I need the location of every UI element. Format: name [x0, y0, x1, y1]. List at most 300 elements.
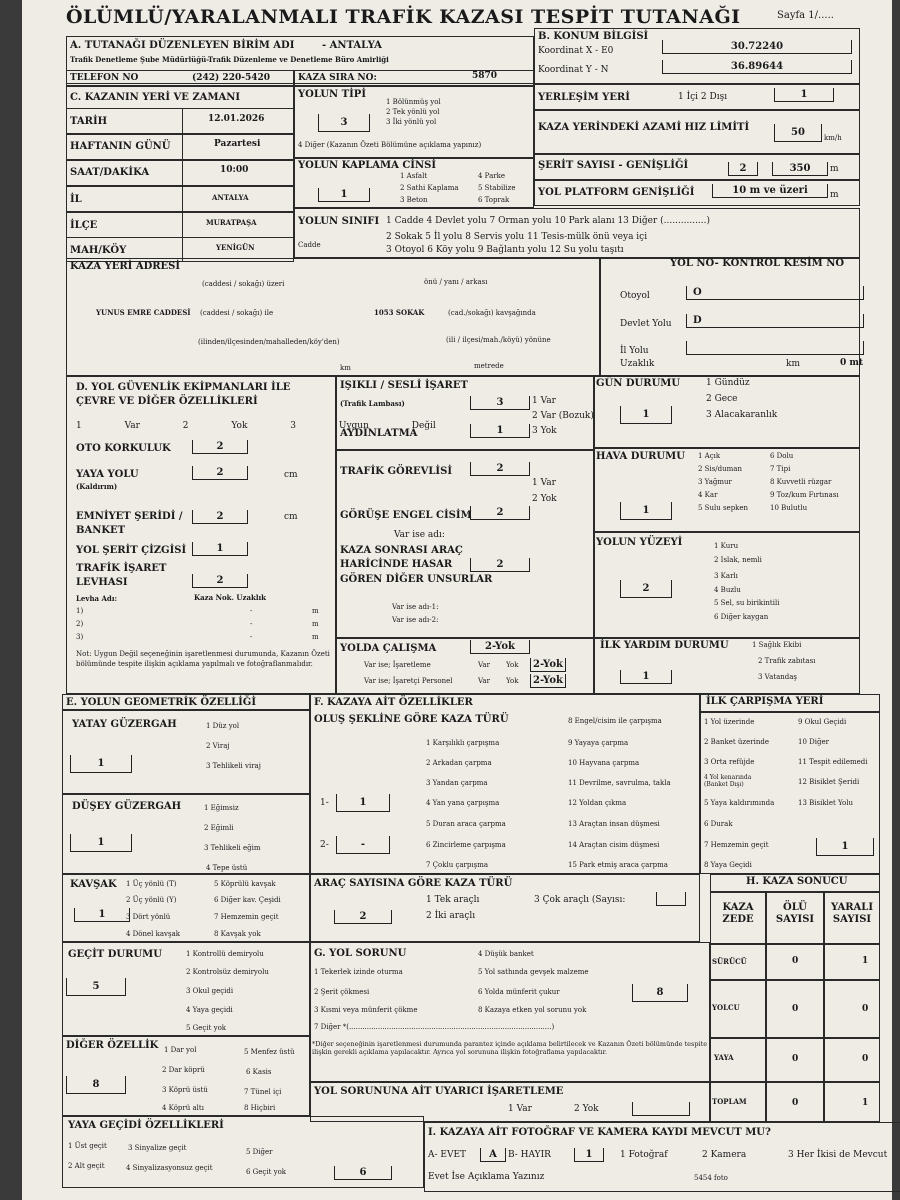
phone-value: (242) 220-5420	[192, 73, 271, 83]
result-driver-injured-cell	[824, 944, 880, 980]
unit-name: Trafik Denetleme Şube Müdürlüğü-Trafik Düzenleme ve Denetleme Büro Amirliği	[70, 55, 389, 64]
aid-label: İLK YARDIM DURUMU	[600, 640, 729, 651]
crash-opt-12: 12 Yoldan çıkma	[568, 799, 627, 807]
first-impact-opt-13: 13 Bisiklet Yolu	[798, 799, 853, 807]
pave-opt-4: 4 Parke	[478, 172, 505, 180]
coord-y-value[interactable]: 36.89644	[662, 60, 852, 74]
il-value: ANTALYA	[212, 193, 249, 202]
ped-crossing-value[interactable]: 6	[334, 1166, 392, 1180]
c-divider	[182, 108, 183, 262]
light-opt-3: 3 Yok	[532, 426, 557, 436]
horizontal-value[interactable]: 1	[70, 755, 132, 773]
pave-value[interactable]: 1	[318, 188, 370, 202]
il-yolu-value[interactable]	[686, 341, 864, 355]
result-total-dead: 0	[792, 1098, 799, 1108]
surface-opt-1: 1 Kuru	[714, 542, 739, 550]
address-street-2: 1053 SOKAK	[374, 308, 425, 317]
pave-opt-3: 3 Beton	[400, 196, 428, 204]
vehicle-count-label: ARAÇ SAYISINA GÖRE KAZA TÜRÜ	[314, 878, 513, 889]
light-value[interactable]: 3	[470, 396, 530, 410]
ped-crossing-opt-3: 3 Sinyalize geçit	[128, 1144, 187, 1152]
result-pedestrian-dead: 0	[792, 1054, 799, 1064]
weather-opt-1: 1 Açık	[698, 452, 721, 460]
pave-opt-2: 2 Sathi Kaplama	[400, 184, 459, 192]
form-title: ÖLÜMLÜ/YARALANMALI TRAFİK KAZASI TESPİT TUTANAĞI	[66, 6, 741, 28]
sidewalk-label: YAYA YOLU	[76, 469, 139, 480]
coord-x-label: Koordinat X - E0	[538, 46, 614, 56]
horizontal-opt-2: 2 Viraj	[206, 742, 230, 750]
shoulder-label-2: BANKET	[76, 525, 126, 536]
vertical-opt-4: 4 Tepe üstü	[206, 864, 248, 872]
junction-opt-1: 1 Üç yönlü (T)	[126, 880, 177, 888]
crash-opt-2: 2 Arkadan çarpma	[426, 759, 492, 767]
weather-opt-7: 7 Tipi	[770, 465, 791, 473]
first-impact-opt-10: 10 Diğer	[798, 738, 829, 746]
section-f-label: F. KAZAYA AİT ÖZELLİKLER	[314, 697, 473, 708]
horizontal-label: YATAY GÜZERGAH	[72, 719, 177, 730]
address-field-6: (ili / ilçesi/mah./köyü) yönüne	[446, 336, 551, 344]
weather-opt-2: 2 Sis/duman	[698, 465, 742, 473]
ped-crossing-opt-5: 5 Diğer	[246, 1148, 273, 1156]
sign-row-1: 1)	[76, 607, 84, 615]
crash-opt-15: 15 Park etmiş araca çarpma	[568, 861, 668, 869]
officer-value[interactable]: 2	[470, 462, 530, 476]
devlet-label: Devlet Yolu	[620, 319, 672, 329]
road-class-line-2: 2 Sokak 5 İl yolu 8 Servis yolu 11 Tesis-mülk önü veya içi	[386, 232, 648, 242]
surface-opt-3: 3 Karlı	[714, 572, 738, 580]
work-sign-value[interactable]: 2-Yok	[530, 658, 566, 672]
result-pedestrian-injured-cell	[824, 1038, 880, 1082]
il-label: İL	[70, 194, 82, 205]
aid-value[interactable]: 1	[620, 670, 672, 684]
crash-type-2-label: 2-	[320, 840, 329, 850]
result-passenger-label: YOLCU	[712, 1003, 740, 1012]
junction-opt-2: 2 Üç yönlü (Y)	[126, 896, 177, 904]
crossing-opt-3: 3 Okul geçidi	[186, 987, 234, 995]
phone-label: TELEFON NO	[70, 73, 139, 83]
unit-city: - ANTALYA	[322, 40, 382, 51]
media-yes-label: A- EVET	[428, 1150, 467, 1160]
ilce-label: İLÇE	[70, 220, 98, 231]
first-impact-opt-2: 2 Banket üzerinde	[704, 738, 769, 746]
pave-opt-1: 1 Asfalt	[400, 172, 428, 180]
address-field-4: (cad./sokağı) kavşağında	[448, 309, 536, 317]
mah-value: YENİGÜN	[216, 243, 255, 252]
result-total-injured-cell	[824, 1082, 880, 1122]
media-no-value[interactable]: 1	[574, 1148, 604, 1162]
platform-label: YOL PLATFORM GENİŞLİĞİ	[538, 187, 695, 198]
address-label: KAZA YERİ ADRESİ	[70, 261, 181, 272]
platform-unit: m	[830, 190, 839, 200]
work-person-yok: Yok	[506, 677, 519, 685]
crossing-value[interactable]: 5	[66, 978, 126, 996]
junction-opt-7: 7 Hemzemin geçit	[214, 913, 279, 921]
road-type-opt-4: 4 Diğer (Kazanın Özeti Bölümüne açıklama yapınız)	[298, 141, 482, 149]
road-problem-note: *Diğer seçeneğinin işaretlenmesi durumunda parantez içinde açıklama belirtilecek ve Kazanın Özeti bölümünde tespite ilişkin gerekli açıklama yapılacaktır. Ayrıca yol sorununa ilişkin fotoğraflama yapılacaktır.	[312, 1040, 708, 1057]
damage-label-2: HARİCİNDE HASAR	[340, 559, 453, 570]
first-impact-opt-12: 12 Bisiklet Şeridi	[798, 778, 860, 786]
work-person-value[interactable]: 2-Yok	[530, 674, 566, 688]
weather-opt-4: 4 Kar	[698, 491, 718, 499]
warning-label: YOL SORUNUNA AİT UYARICI İŞARETLEME	[314, 1086, 564, 1097]
damage-name-1: Var ise adı-1:	[392, 603, 439, 611]
address-field-5: (ilinden/ilçesinden/mahalleden/köy'den)	[198, 338, 340, 346]
crash-opt-9: 9 Yayaya çarpma	[568, 739, 629, 747]
result-passenger-injured-cell	[824, 980, 880, 1038]
weather-opt-9: 9 Toz/kum Fırtınası	[770, 491, 839, 499]
crossing-opt-5: 5 Geçit yok	[186, 1024, 227, 1032]
crash-opt-13: 13 Araçtan insan düşmesi	[568, 820, 660, 828]
sign-distance-label: Kaza Nok. Uzaklık	[194, 593, 266, 602]
other-feature-opt-1: 1 Dar yol	[164, 1046, 197, 1054]
time-label: SAAT/DAKİKA	[70, 167, 150, 178]
il-row	[66, 186, 294, 212]
media-explanation-label: Evet İse Açıklama Yazınız	[428, 1172, 545, 1182]
officer-opt-1: 1 Var	[532, 478, 556, 488]
result-label: H. KAZA SONUCU	[746, 876, 848, 887]
sidewalk-unit: cm	[284, 470, 298, 480]
obstruction-value[interactable]: 2	[470, 506, 530, 520]
address-street: YUNUS EMRE CADDESİ	[96, 308, 191, 317]
section-i-label: I. KAZAYA AİT FOTOĞRAF VE KAMERA KAYDI MEVCUT MU?	[428, 1127, 771, 1138]
speed-label: KAZA YERİNDEKİ AZAMİ HIZ LİMİTİ	[538, 122, 750, 133]
road-type-label: YOLUN TİPİ	[298, 89, 366, 100]
first-impact-opt-9: 9 Okul Geçidi	[798, 718, 847, 726]
first-impact-opt-6: 6 Durak	[704, 820, 733, 828]
sign-row-2: 2)	[76, 620, 84, 628]
speed-unit: km/h	[824, 134, 842, 142]
ped-crossing-opt-6: 6 Geçit yok	[246, 1168, 287, 1176]
officer-opt-2: 2 Yok	[532, 494, 557, 504]
junction-opt-4: 4 Dönel kavşak	[126, 930, 180, 938]
aid-opt-3: 3 Vatandaş	[758, 673, 798, 681]
sidewalk-value[interactable]: 2	[192, 466, 248, 480]
light-label: IŞIKLI / SESLİ İŞARET	[340, 380, 468, 391]
shoulder-label: EMNİYET ŞERİDİ /	[76, 511, 183, 522]
lanes-label: ŞERİT SAYISI - GENİŞLİĞİ	[538, 160, 689, 171]
road-problem-opt-8: 8 Kazaya etken yol sorunu yok	[478, 1006, 587, 1014]
vertical-value[interactable]: 1	[70, 834, 132, 852]
otoyol-value[interactable]: O	[686, 286, 864, 300]
platform-value[interactable]: 10 m ve üzeri	[712, 184, 828, 198]
other-feature-opt-4: 4 Köprü altı	[162, 1104, 204, 1112]
damage-label-3: GÖREN DİĞER UNSURLAR	[340, 574, 493, 585]
surface-label: YOLUN YÜZEYİ	[596, 537, 683, 548]
other-feature-opt-3: 3 Köprü üstü	[162, 1086, 208, 1094]
sign-row-3-unit: m	[312, 633, 319, 641]
result-total-label: TOPLAM	[712, 1097, 747, 1106]
section-d-label-2: ÇEVRE VE DİĞER ÖZELLİKLERİ	[76, 396, 258, 407]
guardrail-value[interactable]: 2	[192, 440, 248, 454]
address-field-1: (caddesi / sokağı) üzeri	[202, 280, 285, 288]
daylight-opt-2: 2 Gece	[706, 394, 738, 404]
crash-opt-11: 11 Devrilme, savrulma, takla	[568, 779, 671, 787]
first-impact-label: İLK ÇARPIŞMA YERİ	[706, 696, 824, 707]
settlement-value[interactable]: 1	[774, 88, 834, 102]
other-feature-opt-5: 5 Menfez üstü	[244, 1048, 295, 1056]
crash-opt-4: 4 Yan yana çarpışma	[426, 799, 500, 807]
lighting-value[interactable]: 1	[470, 424, 530, 438]
guardrail-label: OTO KORKULUK	[76, 443, 171, 454]
crash-opt-3: 3 Yandan çarpma	[426, 779, 488, 787]
lanes-count[interactable]: 2	[728, 162, 758, 176]
road-problem-opt-6: 6 Yolda münferit çukur	[478, 988, 560, 996]
road-class-value: Cadde	[298, 241, 321, 249]
section-d-options: 1 Var 2 Yok 3 Uygun Değil	[76, 421, 436, 431]
section-d-label-1: D. YOL GÜVENLİK EKİPMANLARI İLE	[76, 382, 291, 393]
result-passenger-dead: 0	[792, 1004, 799, 1014]
lane-line-value[interactable]: 1	[192, 542, 248, 556]
lanes-unit: m	[830, 164, 839, 174]
road-problem-opt-1: 1 Tekerlek izinde oturma	[314, 968, 403, 976]
road-problem-opt-7: 7 Diğer *(...........................................................................................)	[314, 1023, 555, 1031]
horizontal-opt-1: 1 Düz yol	[206, 722, 240, 730]
crash-opt-1: 1 Karşılıklı çarpışma	[426, 739, 500, 747]
junction-opt-5: 5 Köprülü kavşak	[214, 880, 276, 888]
section-c-label: C. KAZANIN YERİ VE ZAMANI	[70, 92, 241, 103]
weather-opt-3: 3 Yağmur	[698, 478, 732, 486]
weather-opt-5: 5 Sulu sepken	[698, 504, 749, 512]
weather-opt-8: 8 Kuvvetli rüzgar	[770, 478, 832, 486]
lighting-label: AYDINLATMA	[340, 428, 418, 439]
media-opt-1: 1 Fotoğraf	[620, 1150, 668, 1160]
distance-label: Uzaklık	[620, 359, 655, 369]
result-pedestrian-label: YAYA	[714, 1053, 734, 1062]
road-class-line-1: 1 Cadde 4 Devlet yolu 7 Orman yolu 10 Park alanı 13 Diğer (...............)	[386, 216, 711, 226]
first-impact-opt-11: 11 Tespit edilemedi	[798, 758, 868, 766]
road-problem-value[interactable]: 8	[632, 984, 688, 1002]
pave-opt-6: 6 Toprak	[478, 196, 510, 204]
section-f-sub: OLUŞ ŞEKLİNE GÖRE KAZA TÜRÜ	[314, 714, 509, 725]
junction-value[interactable]: 1	[74, 908, 130, 922]
vertical-opt-3: 3 Tehlikeli eğim	[204, 844, 261, 852]
warning-value[interactable]	[632, 1102, 690, 1116]
media-explanation-value: 5454 foto	[694, 1174, 728, 1182]
work-value[interactable]: 2-Yok	[470, 640, 530, 654]
vertical-label: DÜŞEY GÜZERGAH	[72, 801, 182, 812]
aid-opt-1: 1 Sağlık Ekibi	[752, 641, 802, 649]
crash-opt-5: 5 Duran araca çarpma	[426, 820, 506, 828]
vehicle-opt-3: 3 Çok araçlı (Sayısı:	[534, 895, 626, 905]
coord-x-value[interactable]: 30.72240	[662, 40, 852, 54]
address-field-2: önü / yanı / arkası	[424, 278, 488, 286]
warning-opt-1: 1 Var	[508, 1104, 532, 1114]
first-impact-opt-1: 1 Yol üzerinde	[704, 718, 755, 726]
sign-row-1-unit: m	[312, 607, 319, 615]
ped-crossing-opt-2: 2 Alt geçit	[68, 1162, 105, 1170]
result-total-injured: 1	[862, 1098, 869, 1108]
page-number: Sayfa 1/.....	[777, 10, 834, 21]
weather-opt-10: 10 Bulutlu	[770, 504, 808, 512]
other-feature-opt-8: 8 Hiçbiri	[244, 1104, 276, 1112]
crossing-opt-2: 2 Kontrolsüz demiryolu	[186, 968, 269, 976]
crash-type-1-value[interactable]: 1	[336, 794, 390, 812]
other-feature-opt-6: 6 Kasis	[246, 1068, 272, 1076]
other-feature-value[interactable]: 8	[66, 1076, 126, 1094]
vertical-opt-1: 1 Eğimsiz	[204, 804, 239, 812]
media-yes-value[interactable]: A	[480, 1148, 506, 1162]
road-problem-opt-4: 4 Düşük banket	[478, 950, 534, 958]
surface-opt-2: 2 Islak, nemli	[714, 556, 762, 564]
officer-label: TRAFİK GÖREVLİSİ	[340, 466, 453, 477]
vehicle-opt-2: 2 İki araçlı	[426, 911, 476, 921]
crossing-label: GEÇİT DURUMU	[68, 949, 162, 960]
daylight-value[interactable]: 1	[620, 406, 672, 424]
road-problem-opt-2: 2 Şerit çökmesi	[314, 988, 370, 996]
crash-type-1-label: 1-	[320, 798, 329, 808]
result-col-victim-label: KAZA ZEDE	[722, 902, 754, 925]
damage-value[interactable]: 2	[470, 558, 530, 572]
road-no-label: YOL NO- KONTROL KESİM NO	[670, 258, 845, 269]
junction-label: KAVŞAK	[70, 879, 117, 890]
junction-opt-6: 6 Diğer kav. Çeşidi	[214, 896, 281, 904]
vehicle-opt-1: 1 Tek araçlı	[426, 895, 480, 905]
sign-name-label: Levha Adı:	[76, 594, 118, 603]
obstruction-name: Var ise adı:	[394, 530, 445, 540]
address-km: km	[340, 364, 351, 372]
section-a-label: A. TUTANAĞI DÜZENLEYEN BİRİM ADI	[70, 40, 295, 51]
ilce-row	[66, 212, 294, 238]
light-sub: (Trafik Lambası)	[340, 399, 405, 408]
result-col-dead-label: ÖLÜ SAYISI	[775, 902, 815, 925]
weather-value[interactable]: 1	[620, 502, 672, 520]
pave-label: YOLUN KAPLAMA CİNSİ	[298, 160, 437, 171]
distance-km: km	[786, 359, 800, 369]
surface-value[interactable]: 2	[620, 580, 672, 598]
result-col-injured-label: YARALI SAYISI	[830, 902, 874, 925]
time-value: 10:00	[220, 165, 249, 175]
speed-value[interactable]: 50	[774, 124, 822, 142]
first-impact-opt-5: 5 Yaya kaldırımında	[704, 799, 775, 807]
crash-opt-7: 7 Çoklu çarpışma	[426, 861, 489, 869]
ped-crossing-label: YAYA GEÇİDİ ÖZELLİKLERİ	[68, 1120, 224, 1131]
vehicle-count-value[interactable]: 2	[334, 910, 392, 924]
work-label: YOLDA ÇALIŞMA	[340, 643, 437, 654]
damage-name-2: Var ise adı-2:	[392, 616, 439, 624]
date-label: TARİH	[70, 116, 108, 127]
seq-value: 5870	[472, 71, 498, 81]
daylight-label: GÜN DURUMU	[596, 378, 681, 389]
crossing-opt-4: 4 Yaya geçidi	[186, 1006, 233, 1014]
crash-opt-8: 8 Engel/cisim ile çarpışma	[568, 717, 662, 725]
ped-crossing-opt-1: 1 Üst geçit	[68, 1142, 107, 1150]
distance-mt: 0 mt	[840, 358, 864, 368]
junction-opt-3: 3 Dört yönlü	[126, 913, 171, 921]
sign-row-3-dash: -	[250, 633, 253, 641]
shoulder-unit: cm	[284, 512, 298, 522]
first-impact-value[interactable]: 1	[816, 838, 874, 856]
lane-line-label: YOL ŞERİT ÇİZGİSİ	[76, 545, 187, 556]
address-metre: metrede	[474, 362, 504, 370]
media-no-label: B- HAYIR	[508, 1150, 551, 1160]
road-type-opt-1: 1 Bölünmüş yol	[386, 98, 441, 106]
section-d-note: Not: Uygun Değil seçeneğinin işaretlenmesi durumunda, Kazanın Özeti bölümünde tespite ilişkin açıklama yapılmalı ve fotoğraflanmalıdır.	[76, 650, 330, 668]
work-person-label: Var ise; İşaretçi Personel	[364, 677, 453, 685]
road-problem-opt-5: 5 Yol sathında gevşek malzeme	[478, 968, 589, 976]
surface-opt-4: 4 Buzlu	[714, 586, 741, 594]
daylight-opt-3: 3 Alacakaranlık	[706, 410, 778, 420]
first-impact-opt-3: 3 Orta refüjde	[704, 758, 755, 766]
crash-opt-6: 6 Zincirleme çarpışma	[426, 841, 506, 849]
form-sheet	[22, 0, 892, 1200]
ilce-value: MURATPAŞA	[206, 218, 257, 227]
coord-y-label: Koordinat Y - N	[538, 65, 609, 75]
sign-label-2: LEVHASI	[76, 577, 128, 588]
work-sign-label: Var ise; İşaretleme	[364, 661, 431, 669]
result-passenger-injured: 0	[862, 1004, 869, 1014]
shoulder-value[interactable]: 2	[192, 510, 248, 524]
sign-row-3: 3)	[76, 633, 84, 641]
crash-opt-10: 10 Hayvana çarpma	[568, 759, 640, 767]
obstruction-label: GÖRÜŞE ENGEL CİSİM	[340, 510, 472, 521]
road-class-label: YOLUN SINIFI	[298, 216, 380, 227]
lanes-width[interactable]: 350	[772, 162, 828, 176]
il-yolu-label: İl Yolu	[620, 346, 649, 356]
sign-row-2-dash: -	[250, 620, 253, 628]
light-opt-1: 1 Var	[532, 396, 556, 406]
settlement-options: 1 İçi 2 Dışı	[678, 92, 728, 102]
road-type-opt-3: 3 İki yönlü yol	[386, 118, 437, 126]
ped-crossing-opt-4: 4 Sinyalizasyonsuz geçit	[126, 1164, 213, 1172]
pave-opt-5: 5 Stabilize	[478, 184, 516, 192]
light-opt-2: 2 Var (Bozuk)	[532, 411, 594, 421]
junction-opt-8: 8 Kavşak yok	[214, 930, 261, 938]
mah-label: MAH/KÖY	[70, 245, 127, 256]
crossing-opt-1: 1 Kontrollü demiryolu	[186, 950, 264, 958]
first-impact-opt-8: 8 Yaya Geçidi	[704, 861, 752, 869]
sign-row-2-unit: m	[312, 620, 319, 628]
date-value: 12.01.2026	[208, 114, 265, 124]
settlement-label: YERLEŞİM YERİ	[538, 92, 630, 103]
surface-opt-6: 6 Diğer kaygan	[714, 613, 769, 621]
other-feature-opt-2: 2 Dar köprü	[162, 1066, 205, 1074]
address-field-3: (caddesi / sokağı) ile	[200, 309, 274, 317]
weather-opt-6: 6 Dolu	[770, 452, 794, 460]
devlet-value[interactable]: D	[686, 314, 864, 328]
warning-opt-2: 2 Yok	[574, 1104, 599, 1114]
road-type-opt-2: 2 Tek yönlü yol	[386, 108, 440, 116]
work-person-var: Var	[478, 677, 490, 685]
damage-label-1: KAZA SONRASI ARAÇ	[340, 545, 463, 556]
otoyol-label: Otoyol	[620, 291, 650, 301]
work-sign-var: Var	[478, 661, 490, 669]
other-feature-opt-7: 7 Tünel içi	[244, 1088, 282, 1096]
vehicle-count-number[interactable]	[656, 892, 686, 906]
daylight-opt-1: 1 Gündüz	[706, 378, 750, 388]
result-pedestrian-injured: 0	[862, 1054, 869, 1064]
section-e-label: E. YOLUN GEOMETRİK ÖZELLİĞİ	[66, 697, 257, 708]
road-class-line-3: 3 Otoyol 6 Köy yolu 9 Bağlantı yolu 12 Su yolu taşıtı	[386, 245, 624, 255]
sign-value[interactable]: 2	[192, 574, 248, 588]
result-driver-dead: 0	[792, 956, 799, 966]
weather-label: HAVA DURUMU	[596, 451, 685, 462]
horizontal-opt-3: 3 Tehlikeli viraj	[206, 762, 261, 770]
road-type-value[interactable]: 3	[318, 114, 370, 132]
aid-opt-2: 2 Trafik zabıtası	[758, 657, 816, 665]
sign-row-1-dash: -	[250, 607, 253, 615]
road-problem-opt-3: 3 Kısmi veya münferit çökme	[314, 1006, 418, 1014]
first-impact-opt-7: 7 Hemzemin geçit	[704, 841, 769, 849]
first-impact-opt-4: 4 Yol kenarında (Banket Dışı)	[704, 774, 752, 789]
sign-label: TRAFİK İŞARET	[76, 563, 167, 574]
section-b-label: B. KONUM BİLGİSİ	[538, 31, 649, 42]
crash-opt-14: 14 Araçtan cisim düşmesi	[568, 841, 660, 849]
crash-type-2-value[interactable]: -	[336, 836, 390, 854]
media-opt-3: 3 Her İkisi de Mevcut	[788, 1150, 888, 1160]
work-sign-yok: Yok	[506, 661, 519, 669]
other-feature-label: DİĞER ÖZELLİK	[66, 1040, 159, 1051]
media-opt-2: 2 Kamera	[702, 1150, 747, 1160]
